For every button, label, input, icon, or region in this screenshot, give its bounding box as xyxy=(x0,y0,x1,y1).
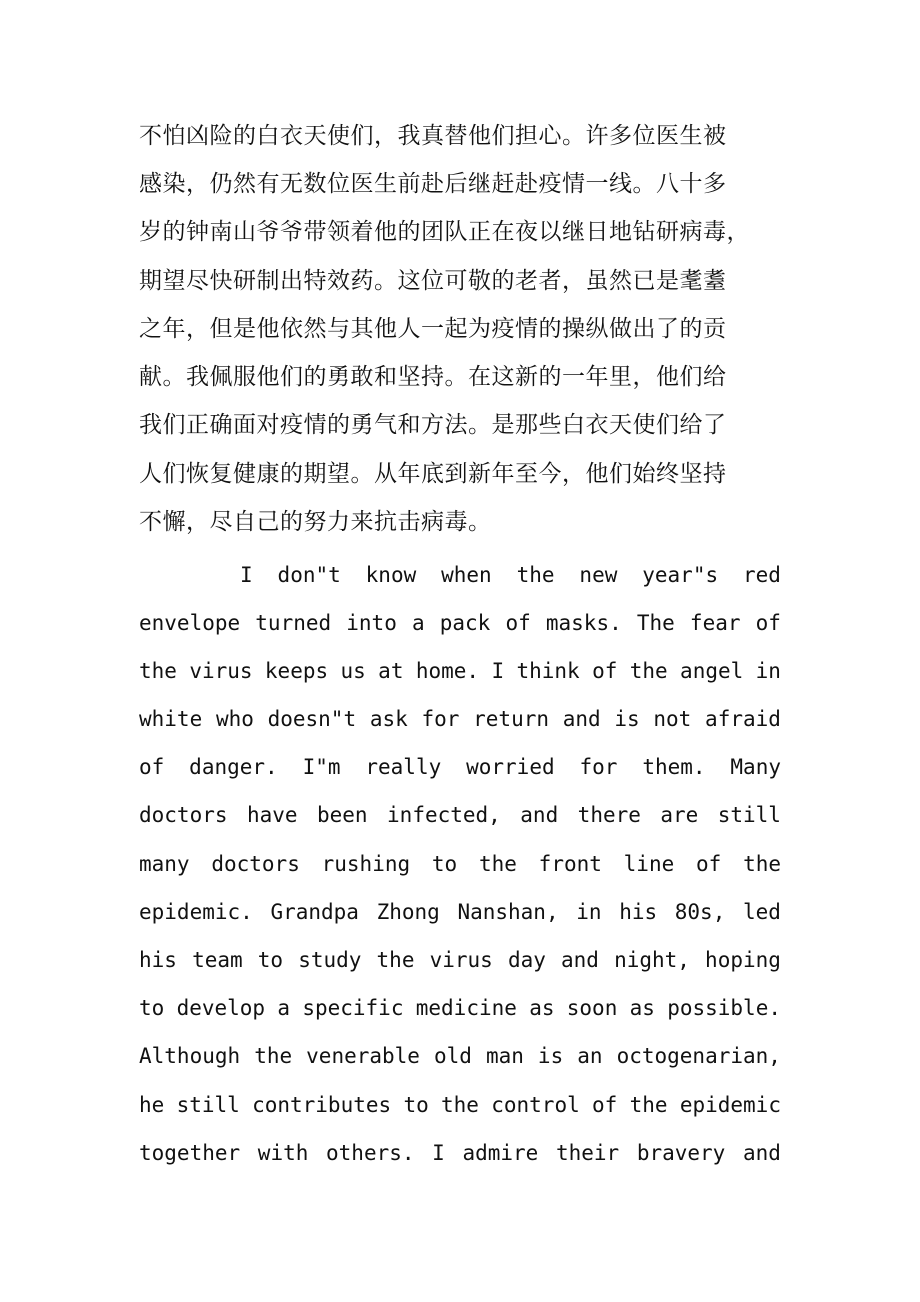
english-word: at xyxy=(378,659,404,683)
english-word: doctors xyxy=(139,803,228,827)
english-word: to xyxy=(257,948,284,972)
chinese-text-line: 不懈，尽自己的努力来抗击病毒。 xyxy=(139,509,492,535)
english-text-line xyxy=(139,993,781,1023)
english-word: for xyxy=(579,755,618,779)
english-word: line xyxy=(623,852,675,876)
english-word: octogenarian, xyxy=(616,1044,781,1068)
chinese-text-line: 感染，仍然有无数位医生前赴后继赶赴疫情一线。八十多 xyxy=(139,171,727,197)
english-word: of xyxy=(505,611,531,635)
english-word: return xyxy=(473,707,549,731)
english-word: The xyxy=(636,611,675,635)
english-word: develop xyxy=(176,996,266,1020)
english-word: of xyxy=(696,852,722,876)
english-word: don"t xyxy=(277,563,341,587)
english-word: and xyxy=(520,803,559,827)
english-word: the xyxy=(139,659,177,683)
english-word: team xyxy=(192,948,243,972)
english-word: Zhong xyxy=(376,900,440,924)
english-word: epidemic. xyxy=(139,900,253,924)
english-word: not xyxy=(653,707,692,731)
english-word: worried xyxy=(466,755,555,779)
english-word: a xyxy=(411,611,425,635)
english-word: afraid xyxy=(705,707,781,731)
english-word: as xyxy=(529,996,555,1020)
english-text-line xyxy=(139,1138,781,1168)
english-text-line xyxy=(139,656,781,686)
english-word: and xyxy=(742,1141,781,1165)
english-word: night, xyxy=(614,948,690,972)
english-word: year"s xyxy=(642,563,719,587)
english-word: the xyxy=(478,852,517,876)
english-word: turned xyxy=(255,611,332,635)
english-word: Many xyxy=(730,755,781,779)
english-word: his xyxy=(139,948,177,972)
chinese-text-line: 之年，但是他依然与其他人一起为疫情的操纵做出了的贡 xyxy=(139,316,727,342)
english-text-line xyxy=(139,608,781,638)
english-word: keeps xyxy=(264,659,329,683)
english-word: home. xyxy=(415,659,480,683)
chinese-text-line: 期望尽快研制出特效药。这位可敬的老者，虽然已是耄耋 xyxy=(139,268,727,294)
english-word: know xyxy=(365,563,417,587)
english-word: his xyxy=(619,900,658,924)
english-word: who xyxy=(215,707,254,731)
english-word: white xyxy=(139,707,203,731)
english-word: their xyxy=(555,1141,620,1165)
english-word: us xyxy=(340,659,366,683)
english-word: red xyxy=(743,563,781,587)
english-word: envelope xyxy=(139,611,241,635)
english-word: the xyxy=(629,659,668,683)
english-word: together xyxy=(139,1141,241,1165)
english-word: doesn"t xyxy=(267,707,357,731)
english-word: led xyxy=(742,900,781,924)
english-word: have xyxy=(246,803,298,827)
english-word: as xyxy=(629,996,655,1020)
english-word: to xyxy=(403,1093,429,1117)
english-word: still xyxy=(717,803,781,827)
english-word: the xyxy=(441,1093,479,1117)
english-word: I xyxy=(432,1141,445,1165)
english-word: virus xyxy=(429,948,493,972)
english-word: think xyxy=(516,659,580,683)
english-text-line xyxy=(139,752,781,782)
english-word: he xyxy=(139,1093,165,1117)
english-word: medicine xyxy=(415,996,517,1020)
english-word: angel xyxy=(680,659,744,683)
english-word: Although xyxy=(139,1044,241,1068)
chinese-text-line: 岁的钟南山爷爷带领着他的团队正在夜以继日地钻研病毒， xyxy=(139,219,750,245)
english-word: in xyxy=(576,900,602,924)
english-word: the xyxy=(629,1093,668,1117)
english-text-line xyxy=(139,1041,781,1071)
english-word: venerable xyxy=(306,1044,420,1068)
english-word: Grandpa xyxy=(270,900,359,924)
english-word: into xyxy=(346,611,397,635)
english-word: been xyxy=(317,803,368,827)
english-word: admire xyxy=(462,1141,539,1165)
english-word: Nanshan, xyxy=(457,900,559,924)
english-word: in xyxy=(755,659,781,683)
english-text-line xyxy=(139,1090,781,1120)
english-word: 80s, xyxy=(674,900,726,924)
english-word: and xyxy=(562,707,601,731)
english-word: doctors xyxy=(211,852,300,876)
english-word: front xyxy=(538,852,602,876)
english-word: control xyxy=(491,1093,580,1117)
english-word: old xyxy=(433,1044,472,1068)
chinese-text-line: 不怕凶险的白衣天使们，我真替他们担心。许多位医生被 xyxy=(139,123,727,149)
english-word: others. xyxy=(326,1141,415,1165)
english-text-line xyxy=(139,849,781,879)
english-word: I"m xyxy=(302,755,341,779)
english-word: with xyxy=(257,1141,309,1165)
english-word: I xyxy=(240,563,253,587)
english-word: the xyxy=(516,563,555,587)
english-word: bravery xyxy=(636,1141,726,1165)
english-word: of xyxy=(592,1093,618,1117)
english-word: there xyxy=(577,803,641,827)
english-word: are xyxy=(660,803,699,827)
english-word: soon xyxy=(566,996,618,1020)
english-word: man xyxy=(485,1044,524,1068)
english-word: the xyxy=(254,1044,293,1068)
english-word: still xyxy=(176,1093,240,1117)
english-word: them. xyxy=(642,755,706,779)
english-text-line xyxy=(240,560,781,590)
english-word: day xyxy=(507,948,546,972)
english-text-line xyxy=(139,800,781,830)
english-word: contributes xyxy=(252,1093,392,1117)
chinese-text-line: 人们恢复健康的期望。从年底到新年至今，他们始终坚持 xyxy=(139,461,727,487)
english-word: is xyxy=(614,707,640,731)
english-word: to xyxy=(431,852,458,876)
english-word: rushing xyxy=(321,852,411,876)
english-word: danger. xyxy=(189,755,278,779)
english-word: masks. xyxy=(545,611,622,635)
english-word: of xyxy=(139,755,165,779)
english-word: many xyxy=(139,852,190,876)
english-word: possible. xyxy=(667,996,781,1020)
english-text-line xyxy=(139,897,781,927)
english-word: to xyxy=(139,996,165,1020)
english-word: hoping xyxy=(705,948,781,972)
english-text-line xyxy=(139,704,781,734)
english-word: specific xyxy=(302,996,404,1020)
english-word: ask xyxy=(369,707,408,731)
english-word: of xyxy=(592,659,618,683)
english-word: the xyxy=(743,852,781,876)
english-word: pack xyxy=(439,611,491,635)
english-word: of xyxy=(755,611,781,635)
english-word: an xyxy=(577,1044,603,1068)
english-word: infected, xyxy=(387,803,501,827)
english-word: and xyxy=(561,948,599,972)
english-word: is xyxy=(537,1044,564,1068)
chinese-text-line: 献。我佩服他们的勇敢和坚持。在这新的一年里，他们给 xyxy=(139,364,727,390)
english-word: epidemic xyxy=(679,1093,781,1117)
english-word: when xyxy=(441,563,492,587)
chinese-text-line: 我们正确面对疫情的勇气和方法。是那些白衣天使们给了 xyxy=(139,412,727,438)
english-word: study xyxy=(298,948,362,972)
english-word: fear xyxy=(689,611,741,635)
english-word: I xyxy=(491,659,505,683)
english-word: for xyxy=(421,707,460,731)
english-word: virus xyxy=(189,659,253,683)
english-word: new xyxy=(579,563,618,587)
english-word: really xyxy=(365,755,442,779)
english-word: the xyxy=(376,948,415,972)
english-word: a xyxy=(277,996,291,1020)
english-text-line xyxy=(139,945,781,975)
